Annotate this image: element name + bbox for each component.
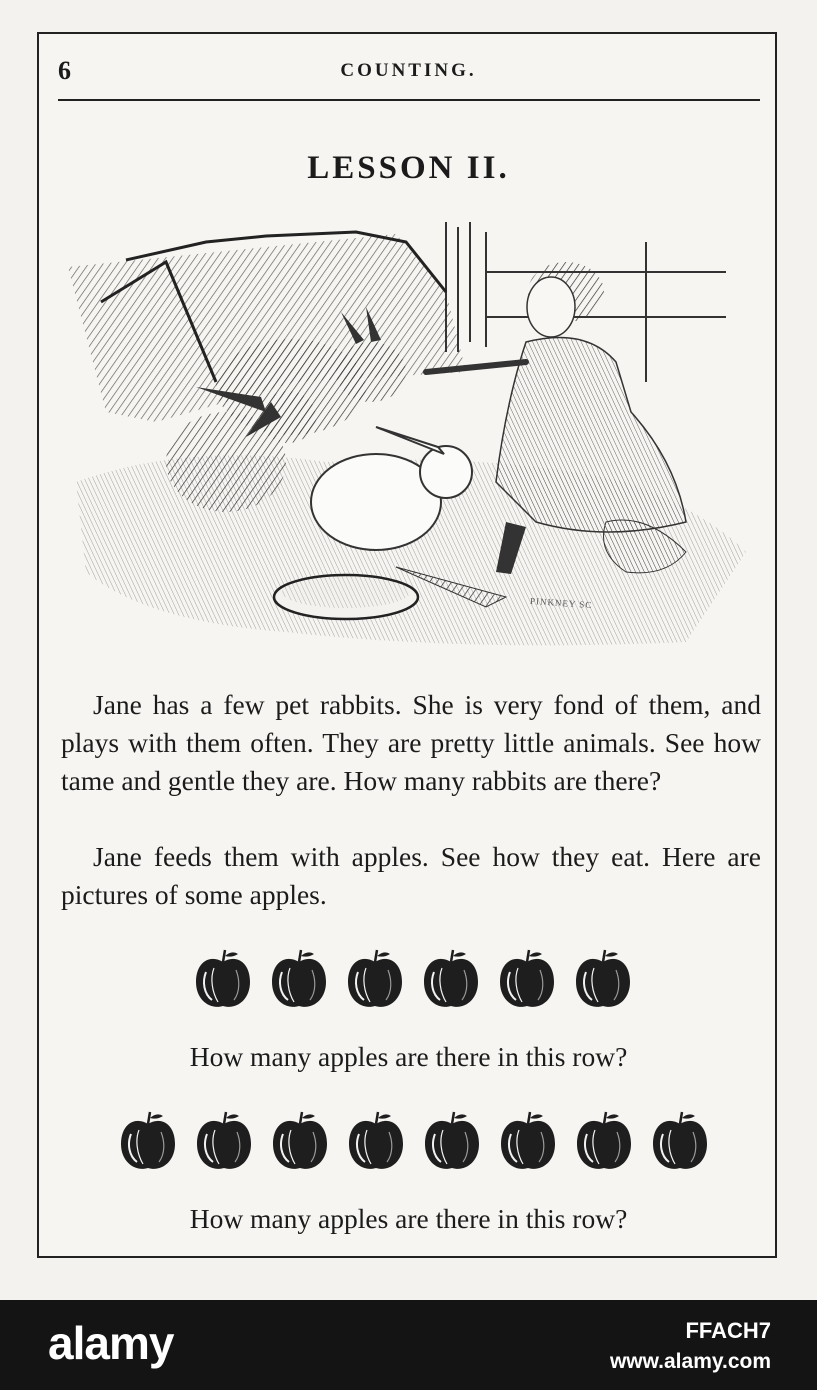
apple-icon <box>268 948 330 1012</box>
engraver-credit: PINKNEY SC <box>529 595 593 611</box>
apple-icon <box>344 948 406 1012</box>
stock-footer <box>0 1300 817 1390</box>
apple-icon <box>193 1110 255 1174</box>
apple-icon <box>496 948 558 1012</box>
alamy-logo: alamy <box>48 1317 174 1369</box>
paragraph-rabbits: Jane has a few pet rabbits. She is very fond of them, and plays with them often. They are pretty little animals. See how tame and gentle they are. How many rabbits are there? <box>61 689 761 796</box>
apple-question-1: How many apples are there in this row? <box>189 1041 628 1072</box>
apple-icon <box>345 1110 407 1174</box>
basket <box>274 575 418 619</box>
image-id: FFACH7 <box>685 1318 771 1343</box>
apple-row-2 <box>117 1110 711 1174</box>
apple-icon <box>649 1110 711 1174</box>
apple-icon <box>269 1110 331 1174</box>
apple-icon <box>117 1110 179 1174</box>
apple-icon <box>192 948 254 1012</box>
running-head: COUNTING. <box>340 60 477 81</box>
footer-url: www.alamy.com <box>609 1350 771 1373</box>
apple-icon <box>420 948 482 1012</box>
apple-row-1 <box>192 948 634 1012</box>
paragraph-apples: Jane feeds them with apples. See how they eat. Here are pictures of some apples. <box>61 841 761 910</box>
rabbits-illustration <box>66 222 752 652</box>
apple-icon <box>573 1110 635 1174</box>
apple-icon <box>497 1110 559 1174</box>
lesson-title: LESSON II. <box>307 150 510 186</box>
apple-icon <box>572 948 634 1012</box>
header-rule <box>58 99 760 101</box>
apple-icon <box>421 1110 483 1174</box>
page-number: 6 <box>58 56 71 85</box>
apple-question-2: How many apples are there in this row? <box>189 1203 628 1234</box>
